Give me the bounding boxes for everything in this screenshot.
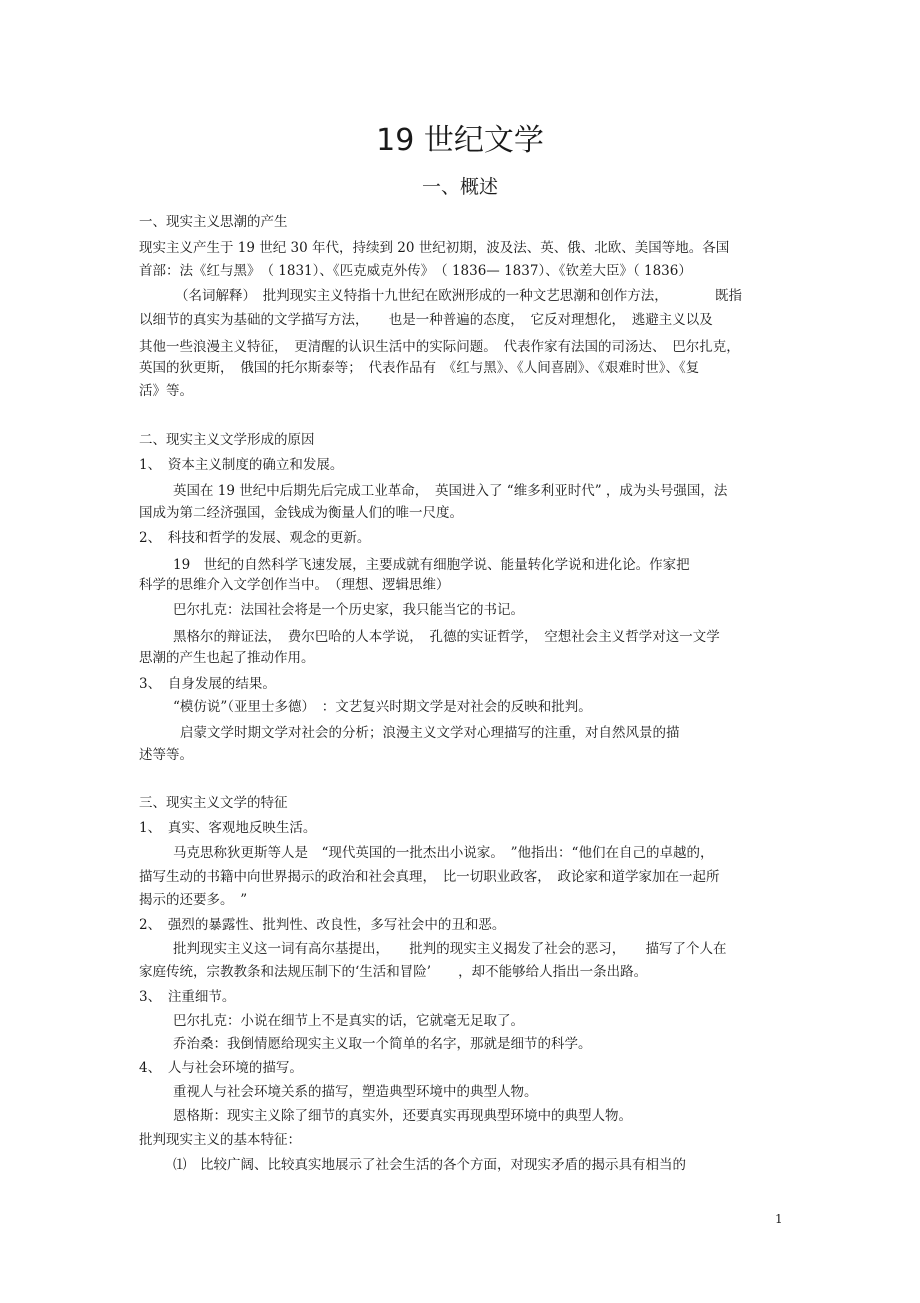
text-line: 科学的思维介入文学创作当中。 （理想、逻辑思维） <box>139 577 450 593</box>
page-number: 1 <box>775 1212 783 1226</box>
heading-line: 二、现实主义文学形成的原因 <box>139 432 315 448</box>
text-line: 黑格尔的辩证法， 费尔巴哈的人本学说， 孔德的实证哲学， 空想社会主义哲学对这一文学 <box>173 629 720 645</box>
text-line: 3、 注重细节。 <box>139 989 236 1005</box>
text-line: 2、 科技和哲学的发展、观念的更新。 <box>139 530 371 546</box>
text-line: 活》等。 <box>139 383 193 399</box>
heading-line: 一、现实主义思潮的产生 <box>139 214 288 230</box>
text-line: 其他一些浪漫主义特征， 更清醒的认识生活中的实际问题。 代表作家有法国的司汤达、 巴尔扎克， <box>139 339 740 355</box>
text-line: 1、 资本主义制度的确立和发展。 <box>139 457 344 473</box>
text-line: 巴尔扎克：小说在细节上不是真实的话，它就毫无足取了。 <box>173 1013 524 1029</box>
document-title: 19 世纪文学 <box>376 123 544 158</box>
text-line: 英国的狄更斯， 俄国的托尔斯泰等； 代表作品有 《红与黑》、《人间喜剧》、《艰难时世》、《复 <box>139 360 700 376</box>
text-line: 揭示的还要多。 ” <box>139 892 248 908</box>
text-line: 马克思称狄更斯等人是 “现代英国的一批杰出小说家。 ”他指出：“他们在自己的卓越的， <box>173 845 714 861</box>
text-line: 3、 自身发展的结果。 <box>139 676 276 692</box>
text-line: ⑴ 比较广阔、比较真实地展示了社会生活的各个方面，对现实矛盾的揭示具有相当的 <box>173 1157 686 1173</box>
text-line: 2、 强烈的暴露性、批判性、改良性，多写社会中的丑和恶。 <box>139 917 506 933</box>
text-line: 巴尔扎克：法国社会将是一个历史家，我只能当它的书记。 <box>173 602 524 618</box>
text-line: 国成为第二经济强国，金钱成为衡量人们的唯一尺度。 <box>139 505 463 521</box>
text-line: 4、 人与社会环境的描写。 <box>139 1060 303 1076</box>
text-line: 思潮的产生也起了推动作用。 <box>139 650 315 666</box>
section-title: 一、概述 <box>421 176 498 198</box>
text-line: 启蒙文学时期文学对社会的分析；浪漫主义文学对心理描写的注重，对自然风景的描 <box>180 725 680 741</box>
text-line: 以细节的真实为基础的文学描写方法， 也是一种普遍的态度， 它反对理想化， 逃避主义以及 <box>139 312 713 328</box>
text-line: 述等等。 <box>139 747 193 763</box>
text-line: 乔治桑：我倒情愿给现实主义取一个简单的名字，那就是细节的科学。 <box>173 1036 592 1052</box>
text-line: 1、 真实、客观地反映生活。 <box>139 820 317 836</box>
text-line: 批判现实主义的基本特征： <box>139 1132 301 1148</box>
text-line: 19 世纪的自然科学飞速发展，主要成就有细胞学说、能量转化学说和进化论。作家把 <box>173 557 690 573</box>
text-line: 首部：法《红与黑》 （ 1831）、《匹克威克外传》 （ 1836— 1837）、《钦差大臣》（ 1836） <box>139 263 692 279</box>
text-line: （名词解释） 批判现实主义特指十九世纪在欧洲形成的一种文艺思潮和创作方法， 既指 <box>175 288 742 304</box>
heading-line: 三、现实主义文学的特征 <box>139 795 288 811</box>
text-line: 描写生动的书籍中向世界揭示的政治和社会真理， 比一切职业政客， 政论家和道学家加在一起所 <box>139 869 720 885</box>
text-line: 重视人与社会环境关系的描写，塑造典型环境中的典型人物。 <box>173 1084 538 1100</box>
text-line: 批判现实主义这一词有高尔基提出， 批判的现实主义揭发了社会的恶习， 描写了个人在 <box>173 941 727 957</box>
text-line: 家庭传统，宗教教条和法规压制下的‘生活和冒险’ ，却不能够给人指出一条出路。 <box>139 964 648 980</box>
text-line: 现实主义产生于 19 世纪 30 年代，持续到 20 世纪初期，波及法、英、俄、北欧、美国等地。各国 <box>139 240 730 256</box>
text-line: 英国在 19 世纪中后期先后完成工业革命， 英国进入了 “维多利亚时代” ，成为头号强国，法 <box>173 483 728 499</box>
text-line: “模仿说”（亚里士多德） ：文艺复兴时期文学是对社会的反映和批判。 <box>173 699 592 715</box>
text-line: 恩格斯：现实主义除了细节的真实外，还要真实再现典型环境中的典型人物。 <box>173 1108 632 1124</box>
